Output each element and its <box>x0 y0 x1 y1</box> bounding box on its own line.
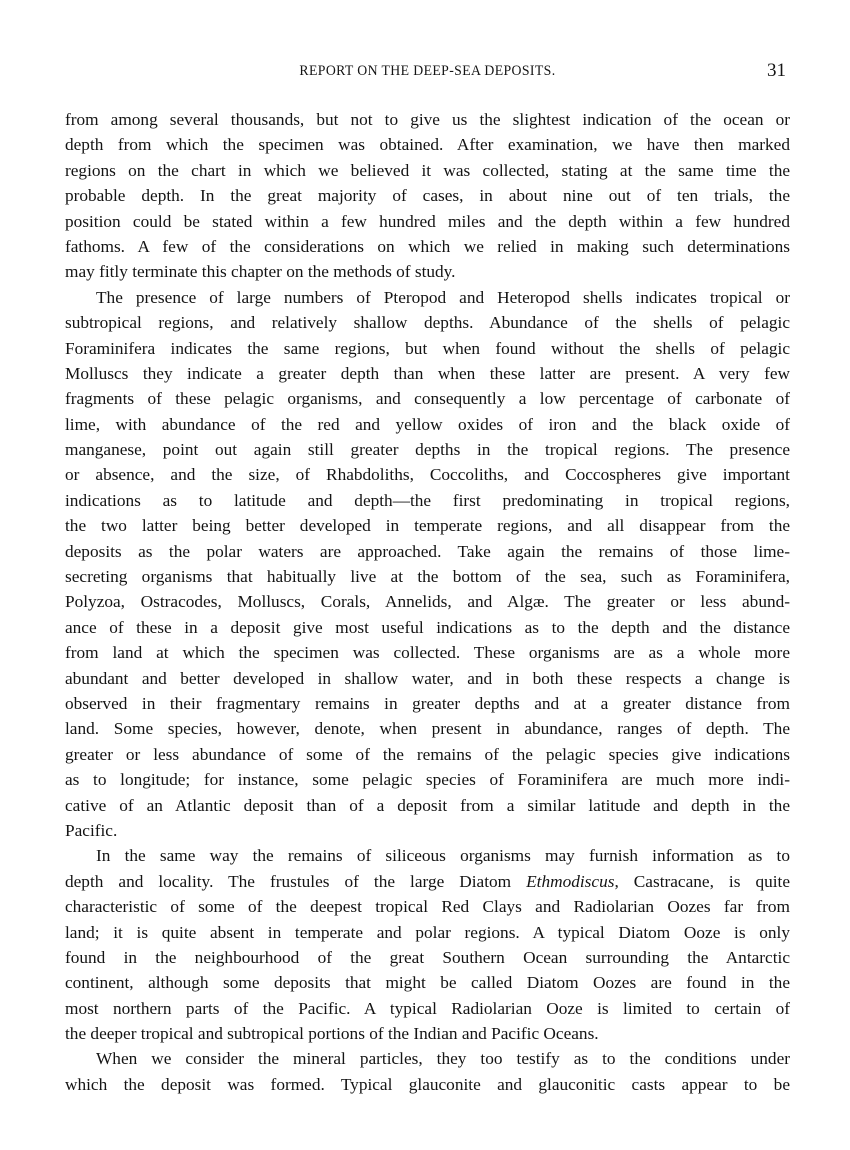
text-line: When we consider the mineral particles, they too testify as to the conditions under <box>96 1049 790 1069</box>
paragraph-3 <box>65 843 790 1046</box>
text-line: In the same way the remains of siliceous organisms may furnish information as to <box>96 846 790 866</box>
text-line: deposits as the polar waters are approached. Take again the remains of those lime- <box>65 541 790 561</box>
text-line: fathoms. A few of the considerations on which we relied in making such determinations <box>65 236 790 256</box>
text-line: the deeper tropical and subtropical portions of the Indian and Pacific Oceans. <box>65 1024 599 1044</box>
text-line: regions on the chart in which we believed it was collected, stating at the same time the <box>65 160 790 180</box>
text-line: Foraminifera indicates the same regions, but when found without the shells of pelagic <box>65 338 790 358</box>
text-line: indications as to latitude and depth—the first predominating in tropical regions, <box>65 490 790 510</box>
text-line: Polyzoa, Ostracodes, Molluscs, Corals, Annelids, and Algæ. The greater or less abund- <box>65 592 790 612</box>
text-line: depth from which the specimen was obtained. After examination, we have then marked <box>65 135 790 155</box>
text-line: as to longitude; for instance, some pelagic species of Foraminifera are much more indi- <box>65 770 790 790</box>
paragraph-2 <box>65 285 790 844</box>
text-line: probable depth. In the great majority of cases, in about nine out of ten trials, the <box>65 186 790 206</box>
text-span: , Castracane, is quite <box>614 871 791 891</box>
text-line: abundant and better developed in shallow water, and in both these respects a change is <box>65 668 790 688</box>
page-header <box>65 60 790 84</box>
text-line: characteristic of some of the deepest tropical Red Clays and Radiolarian Oozes far from <box>65 897 790 917</box>
text-line: greater or less abundance of some of the remains of the pelagic species give indications <box>65 744 790 764</box>
page-number: 31 <box>767 60 786 81</box>
text-line: may fitly terminate this chapter on the methods of study. <box>65 262 456 282</box>
text-line: position could be stated within a few hundred miles and the depth within a few hundred <box>65 211 790 231</box>
text-line: land. Some species, however, denote, when present in abundance, ranges of depth. The <box>65 719 790 739</box>
body-text <box>65 107 790 1097</box>
text-line: The presence of large numbers of Pteropod and Heteropod shells indicates tropical or <box>96 287 790 307</box>
text-line: or absence, and the size, of Rhabdoliths, Coccoliths, and Coccospheres give important <box>65 465 790 485</box>
text-line: from land at which the specimen was collected. These organisms are as a whole more <box>65 643 790 663</box>
paragraph-1 <box>65 107 790 285</box>
text-line: most northern parts of the Pacific. A typical Radiolarian Ooze is limited to certain of <box>65 998 790 1018</box>
text-line: land; it is quite absent in temperate and polar regions. A typical Diatom Ooze is only <box>65 922 790 942</box>
text-line: ance of these in a deposit give most useful indications as to the depth and the distance <box>65 617 790 637</box>
text-line: the two latter being better developed in temperate regions, and all disappear from the <box>65 516 790 536</box>
italic-genus-name: Ethmodiscus <box>526 871 615 891</box>
text-line: secreting organisms that habitually live at the bottom of the sea, such as Foraminifera, <box>65 567 790 587</box>
text-line: found in the neighbourhood of the great Southern Ocean surrounding the Antarctic <box>65 947 790 967</box>
text-line: Molluscs they indicate a greater depth than when these latter are present. A very few <box>65 363 790 383</box>
text-line: manganese, point out again still greater depths in the tropical regions. The presence <box>65 440 790 460</box>
text-line: fragments of these pelagic organisms, and consequently a low percentage of carbonate of <box>65 389 790 409</box>
paragraph-4 <box>65 1046 790 1097</box>
text-line: which the deposit was formed. Typical glauconite and glauconitic casts appear to be <box>65 1074 790 1094</box>
text-line <box>65 869 790 894</box>
text-span: depth and locality. The frustules of the large Diatom <box>65 871 527 891</box>
text-line: cative of an Atlantic deposit than of a deposit from a similar latitude and depth in the <box>65 795 790 815</box>
text-line: subtropical regions, and relatively shallow depths. Abundance of the shells of pelagic <box>65 313 790 333</box>
text-line: lime, with abundance of the red and yellow oxides of iron and the black oxide of <box>65 414 790 434</box>
text-line: from among several thousands, but not to give us the slightest indication of the ocean or <box>65 110 790 129</box>
text-line: observed in their fragmentary remains in greater depths and at a greater distance from <box>65 693 790 713</box>
running-title: REPORT ON THE DEEP-SEA DEPOSITS. <box>299 63 556 79</box>
text-line: continent, although some deposits that might be called Diatom Oozes are found in the <box>65 973 790 993</box>
text-line: Pacific. <box>65 820 118 840</box>
